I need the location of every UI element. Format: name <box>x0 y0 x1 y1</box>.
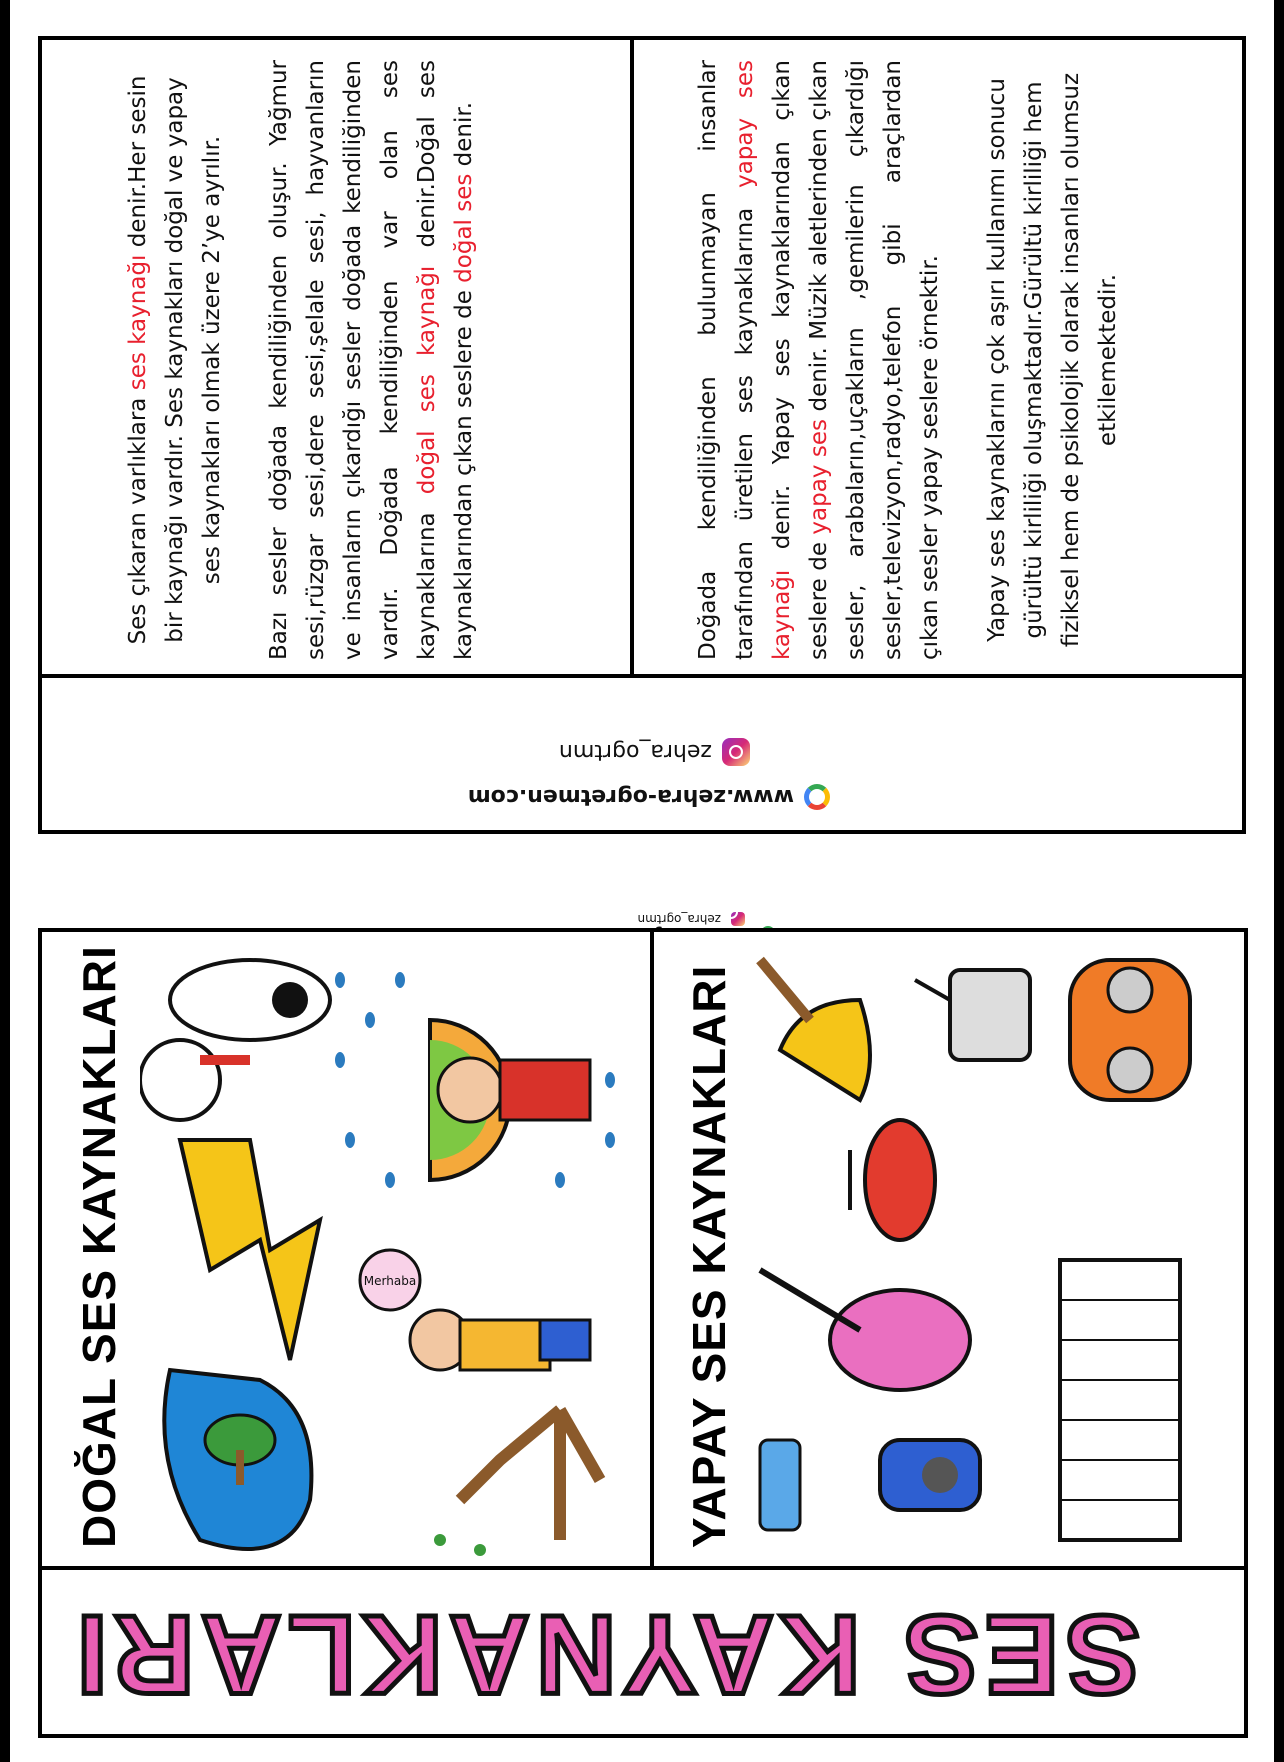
highlighted-term: doğal ses <box>451 173 477 283</box>
paragraph-text: denir. Müzik aletlerinden çıkan sesler, arabaların,uçakların ,gemilerin çıkardığı sesler,televizyon,radyo,telefon gibi araçlardan çıkan sesler yapay seslere örnektir. <box>806 60 943 660</box>
speech-bubble-text: Merhaba <box>363 1274 417 1288</box>
printable-page <box>10 0 1274 1762</box>
bottom-panel-divider-vertical <box>650 928 654 1568</box>
lake-icon <box>164 1370 311 1549</box>
bottom-panel-divider-horizontal <box>38 1566 1248 1570</box>
guitar-icon <box>760 1270 970 1390</box>
small-instagram-text[interactable]: zehra_ogrtmn <box>637 912 721 926</box>
paragraph-text: Ses çıkaran varlıklara <box>125 390 151 645</box>
artificial-illustrations <box>740 940 1230 1560</box>
boy-umbrella-icon <box>430 1020 590 1180</box>
highlighted-term: yapay ses kaynağı <box>732 60 795 660</box>
top-footer <box>390 690 830 810</box>
phone-icon <box>760 1440 800 1530</box>
bell-icon <box>760 960 870 1100</box>
natural-text-block <box>120 60 620 660</box>
highlighted-term: doğal ses kaynağı <box>414 265 440 495</box>
paragraph-natural <box>261 60 483 660</box>
small-instagram-row <box>555 912 775 926</box>
website-row <box>390 784 830 810</box>
small-instagram-icon <box>731 912 745 926</box>
paragraph-noise <box>979 60 1127 660</box>
instagram-row <box>390 738 830 766</box>
windy-tree-icon <box>434 1410 600 1556</box>
cover-title: SES KAYNAKLARI <box>70 1592 1140 1717</box>
natural-illustrations <box>140 940 640 1560</box>
paragraph-text: denir.Doğal ses kaynaklarından çıkan seslere de <box>414 60 477 660</box>
paragraph-text: Doğada kendiliğinden bulunmayan insanlar tarafından üretilen ses kaynaklarına <box>695 60 758 660</box>
paragraph-text: Bazı sesler doğada kendiliğinden oluşur. Yağmur sesi,rüzgar sesi,dere sesi,şelale sesi, hayvanların ve insanların çıkardığı sesler doğada kendiliğinden vardır. Doğada kendiliğinden var olan ses kaynaklarına <box>266 60 440 660</box>
instagram-handle[interactable]: zehra_ogrtmn <box>558 739 712 765</box>
highlighted-term: ses kaynağı <box>125 254 151 391</box>
paragraph-text: denir. <box>451 101 477 174</box>
artificial-sources-title: YAPAY SES KAYNAKLARI <box>683 964 735 1548</box>
top-panel-divider-vertical <box>630 36 634 676</box>
paragraph-intro <box>120 60 231 660</box>
piano-icon <box>1060 1260 1180 1540</box>
highlighted-term: yapay ses <box>806 418 832 535</box>
paragraph-artificial <box>690 60 949 660</box>
tv-icon <box>915 970 1030 1060</box>
paragraph-text: denir.Her sesin bir kaynağı vardır. Ses kaynakları doğal ve yapay ses kaynakları olmak üzere 2’ye ayrılır. <box>125 75 225 643</box>
artificial-text-block <box>690 60 1190 660</box>
radio-icon <box>1070 960 1190 1100</box>
dog-icon <box>140 960 330 1120</box>
natural-sources-title: DOĞAL SES KAYNAKLARI <box>73 945 125 1548</box>
google-icon <box>804 784 830 810</box>
speaking-boy-icon <box>360 1250 590 1370</box>
instagram-icon <box>722 738 750 766</box>
lightning-icon <box>180 1140 320 1360</box>
helicopter-icon <box>850 1120 935 1240</box>
paragraph-text: denir. Yapay ses kaynaklarından çıkan seslere de <box>769 60 832 660</box>
paragraph-text: Yapay ses kaynaklarını çok aşırı kullanımı sonucu gürültü kirliliği oluşmaktadır.Gürültü kirliliği hem fiziksel hem de psikolojik olarak insanları olumsuz etkilemektedir. <box>984 72 1121 648</box>
website-text[interactable]: www.zehra-ogretmen.com <box>467 784 794 810</box>
top-panel-divider-horizontal <box>38 674 1246 678</box>
vacuum-icon <box>880 1440 980 1510</box>
